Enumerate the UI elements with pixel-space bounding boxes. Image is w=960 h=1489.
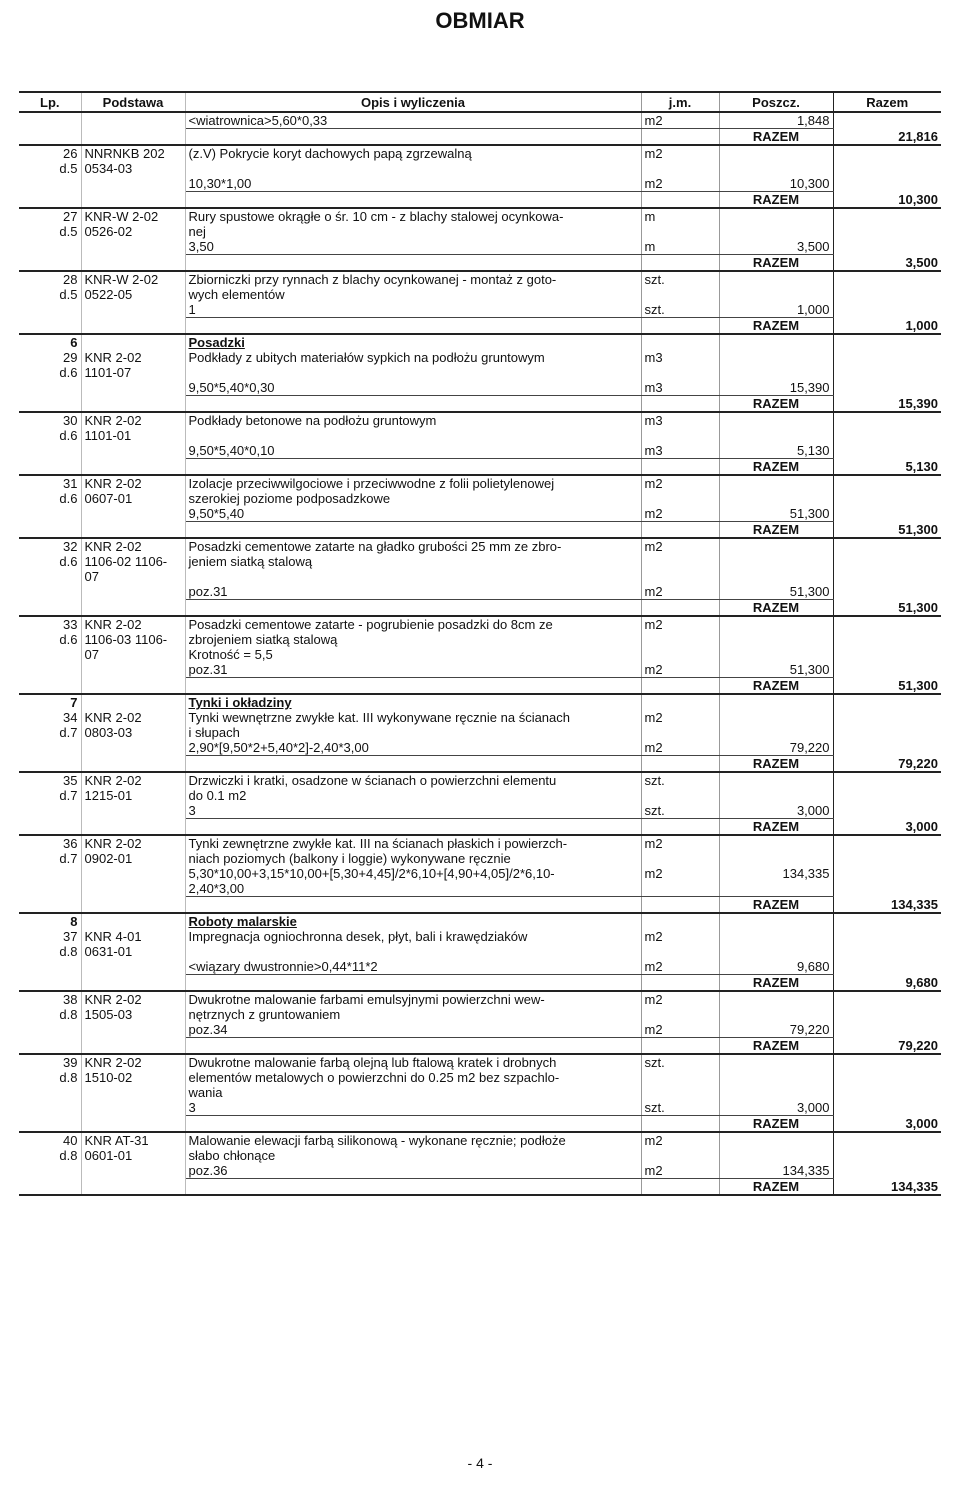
item-basis: 1106-03 1106-: [81, 632, 185, 647]
section-title: Roboty malarskie: [185, 913, 641, 929]
razem-row: [19, 897, 941, 914]
calc-value: 1,848: [719, 112, 833, 129]
item-lp: 32: [19, 538, 81, 554]
item-row-cont: [19, 554, 941, 569]
item-description: [185, 944, 641, 959]
section-number: 8: [19, 913, 81, 929]
razem-row: [19, 756, 941, 773]
razem-row: [19, 678, 941, 695]
calc-unit: m2: [641, 740, 719, 756]
item-basis: KNR 2-02: [81, 991, 185, 1007]
item-row: [19, 616, 941, 632]
razem-label: RAZEM: [719, 255, 833, 272]
item-basis: 0522-05: [81, 287, 185, 302]
item-description: Drzwiczki i kratki, osadzone w ścianach o powierzchni elementu: [185, 772, 641, 788]
item-unit: szt.: [641, 772, 719, 788]
item-basis: KNR AT-31: [81, 1132, 185, 1148]
calc-row: [19, 1100, 941, 1116]
item-row: [19, 929, 941, 944]
calc-unit: m2: [641, 1163, 719, 1179]
calc-row: [19, 239, 941, 255]
razem-row: [19, 1179, 941, 1196]
table-body: [19, 112, 941, 1195]
calc-unit: m2: [641, 584, 719, 600]
item-chapter: d.8: [19, 1007, 81, 1022]
calc-value: 1,000: [719, 302, 833, 318]
item-basis: 1505-03: [81, 1007, 185, 1022]
calc-row: [19, 584, 941, 600]
item-basis: 1106-02 1106-: [81, 554, 185, 569]
item-lp: 28: [19, 271, 81, 287]
calc-value: 51,300: [719, 506, 833, 522]
razem-value: 3,500: [833, 255, 941, 272]
calc-value: 134,335: [719, 1163, 833, 1179]
item-row-cont: [19, 1007, 941, 1022]
razem-label: RAZEM: [719, 975, 833, 992]
calc-unit: m2: [641, 1022, 719, 1038]
item-row: [19, 538, 941, 554]
razem-value: 3,000: [833, 1116, 941, 1133]
calc-text: poz.34: [185, 1022, 641, 1038]
razem-value: 79,220: [833, 756, 941, 773]
razem-row: [19, 255, 941, 272]
item-lp: 33: [19, 616, 81, 632]
section-number: 7: [19, 694, 81, 710]
item-description: wych elementów: [185, 287, 641, 302]
item-unit: m3: [641, 412, 719, 428]
razem-label: RAZEM: [719, 318, 833, 335]
item-description: (z.V) Pokrycie koryt dachowych papą zgrzewalną: [185, 145, 641, 161]
razem-value: 9,680: [833, 975, 941, 992]
section-title: Posadzki: [185, 334, 641, 350]
item-unit: m2: [641, 616, 719, 632]
item-basis: 07: [81, 647, 185, 662]
item-row: [19, 350, 941, 365]
section-row: [19, 334, 941, 350]
item-description: [185, 365, 641, 380]
page-number: - 4 -: [467, 1455, 493, 1471]
item-lp: 40: [19, 1132, 81, 1148]
item-chapter: d.8: [19, 1070, 81, 1085]
calc-value: 51,300: [719, 584, 833, 600]
item-chapter: d.5: [19, 287, 81, 302]
item-lp: 30: [19, 412, 81, 428]
calc-unit: m2: [641, 506, 719, 522]
item-chapter: d.6: [19, 632, 81, 647]
item-lp: 38: [19, 991, 81, 1007]
header-podstawa: Podstawa: [81, 92, 185, 112]
item-basis: KNR 2-02: [81, 412, 185, 428]
calc-unit: m2: [641, 176, 719, 192]
item-description: zbrojeniem siatką stalową: [185, 632, 641, 647]
item-lp: 29: [19, 350, 81, 365]
calc-text: 10,30*1,00: [185, 176, 641, 192]
item-row: [19, 835, 941, 851]
calc-text: <wiązary dwustronnie>0,44*11*2: [185, 959, 641, 975]
obmiar-table: [19, 91, 941, 1196]
calc-row: [19, 959, 941, 975]
item-description: Izolacje przeciwwilgociowe i przeciwwodne z folii polietylenowej: [185, 475, 641, 491]
item-row-cont: [19, 632, 941, 647]
item-row-cont: [19, 491, 941, 506]
item-basis: 0902-01: [81, 851, 185, 866]
item-basis: KNR-W 2-02: [81, 208, 185, 224]
item-basis: 1101-01: [81, 428, 185, 443]
item-unit: m: [641, 208, 719, 224]
calc-row: [19, 803, 941, 819]
calc-text: <wiatrownica>5,60*0,33: [185, 112, 641, 129]
razem-row: [19, 975, 941, 992]
item-row: [19, 1132, 941, 1148]
item-row: [19, 208, 941, 224]
calc-row: [19, 1022, 941, 1038]
item-basis: KNR 2-02: [81, 616, 185, 632]
item-basis: [81, 1085, 185, 1100]
item-description: do 0.1 m2: [185, 788, 641, 803]
calc-unit: szt.: [641, 302, 719, 318]
calc-value: 15,390: [719, 380, 833, 396]
razem-value: 21,816: [833, 129, 941, 146]
item-row: [19, 412, 941, 428]
calc-value: 3,000: [719, 1100, 833, 1116]
calc-unit: m3: [641, 380, 719, 396]
calc-row: [19, 740, 941, 756]
razem-label: RAZEM: [719, 522, 833, 539]
item-chapter: d.6: [19, 554, 81, 569]
item-basis: NNRNKB 202: [81, 145, 185, 161]
item-unit: szt.: [641, 1054, 719, 1070]
section-title: Tynki i okładziny: [185, 694, 641, 710]
calc-row: [19, 112, 941, 129]
item-row-cont: [19, 647, 941, 662]
calc-text: 2,40*3,00: [185, 881, 641, 897]
razem-value: 79,220: [833, 1038, 941, 1055]
item-row-cont: [19, 224, 941, 239]
item-lp: 26: [19, 145, 81, 161]
section-number: 6: [19, 334, 81, 350]
item-description: Impregnacja ogniochronna desek, płyt, bali i krawędziaków: [185, 929, 641, 944]
calc-text: 3,50: [185, 239, 641, 255]
calc-text: 3: [185, 1100, 641, 1116]
item-lp: 35: [19, 772, 81, 788]
item-unit: szt.: [641, 271, 719, 287]
header-lp: Lp.: [19, 92, 81, 112]
item-lp: 31: [19, 475, 81, 491]
item-basis: KNR 2-02: [81, 710, 185, 725]
item-description: wania: [185, 1085, 641, 1100]
razem-value: 51,300: [833, 678, 941, 695]
razem-row: [19, 396, 941, 413]
item-description: Rury spustowe okrągłe o śr. 10 cm - z blachy stalowej ocynkowa-: [185, 208, 641, 224]
item-chapter: d.5: [19, 224, 81, 239]
item-unit: m2: [641, 145, 719, 161]
item-description: [185, 161, 641, 176]
calc-value: 51,300: [719, 662, 833, 678]
razem-label: RAZEM: [719, 819, 833, 836]
calc-unit: m2: [641, 662, 719, 678]
item-row-cont: [19, 1148, 941, 1163]
item-row-cont: [19, 1085, 941, 1100]
page-title: OBMIAR: [435, 8, 525, 33]
header-opis: Opis i wyliczenia: [185, 92, 641, 112]
calc-unit: m3: [641, 443, 719, 459]
item-row: [19, 991, 941, 1007]
item-unit: m2: [641, 835, 719, 851]
item-description: niach poziomych (balkony i loggie) wykonywane ręcznie: [185, 851, 641, 866]
calc-value: 10,300: [719, 176, 833, 192]
item-unit: m2: [641, 710, 719, 725]
razem-row: [19, 1038, 941, 1055]
item-basis: 0534-03: [81, 161, 185, 176]
item-chapter: d.6: [19, 491, 81, 506]
calc-text: 9,50*5,40: [185, 506, 641, 522]
item-basis: KNR 2-02: [81, 350, 185, 365]
item-description: elementów metalowych o powierzchni do 0.25 m2 bez szpachlo-: [185, 1070, 641, 1085]
item-description: Podkłady betonowe na podłożu gruntowym: [185, 412, 641, 428]
item-unit: m2: [641, 475, 719, 491]
item-basis: KNR 2-02: [81, 475, 185, 491]
razem-label: RAZEM: [719, 192, 833, 209]
item-description: Dwukrotne malowanie farbą olejną lub ftalową kratek i drobnych: [185, 1054, 641, 1070]
razem-value: 134,335: [833, 1179, 941, 1196]
razem-value: 3,000: [833, 819, 941, 836]
item-description: Tynki zewnętrzne zwykłe kat. III na ścianach płaskich i powierzch-: [185, 835, 641, 851]
razem-row: [19, 318, 941, 335]
calc-row: [19, 506, 941, 522]
razem-label: RAZEM: [719, 756, 833, 773]
item-description: [185, 569, 641, 584]
item-row: [19, 145, 941, 161]
calc-unit: m2: [641, 866, 719, 881]
item-description: szerokiej poziome podposadzkowe: [185, 491, 641, 506]
razem-row: [19, 819, 941, 836]
calc-value: 9,680: [719, 959, 833, 975]
item-row-cont: [19, 788, 941, 803]
item-basis: KNR 2-02: [81, 772, 185, 788]
item-unit: m2: [641, 929, 719, 944]
item-row-cont: [19, 428, 941, 443]
item-description: słabo chłonące: [185, 1148, 641, 1163]
item-row-cont: [19, 287, 941, 302]
item-basis: KNR 4-01: [81, 929, 185, 944]
item-description: Podkłady z ubitych materiałów sypkich na podłożu gruntowym: [185, 350, 641, 365]
item-description: Tynki wewnętrzne zwykłe kat. III wykonywane ręcznie na ścianach: [185, 710, 641, 725]
calc-text: poz.36: [185, 1163, 641, 1179]
item-description: i słupach: [185, 725, 641, 740]
razem-label: RAZEM: [719, 129, 833, 146]
item-description: Dwukrotne malowanie farbami emulsyjnymi powierzchni wew-: [185, 991, 641, 1007]
calc-value: 3,000: [719, 803, 833, 819]
header-jm: j.m.: [641, 92, 719, 112]
item-description: jeniem siatką stalową: [185, 554, 641, 569]
razem-value: 51,300: [833, 600, 941, 617]
calc-text: 2,90*[9,50*2+5,40*2]-2,40*3,00: [185, 740, 641, 756]
calc-text: 9,50*5,40*0,10: [185, 443, 641, 459]
item-lp: 27: [19, 208, 81, 224]
item-row: [19, 475, 941, 491]
razem-row: [19, 522, 941, 539]
calc-row: [19, 443, 941, 459]
item-basis: KNR-W 2-02: [81, 271, 185, 287]
calc-unit: szt.: [641, 1100, 719, 1116]
item-unit: m2: [641, 538, 719, 554]
item-unit: m2: [641, 1132, 719, 1148]
item-basis: KNR 2-02: [81, 835, 185, 851]
item-row-cont: [19, 725, 941, 740]
item-basis: 1101-07: [81, 365, 185, 380]
calc-value: 3,500: [719, 239, 833, 255]
calc-row: [19, 380, 941, 396]
razem-label: RAZEM: [719, 600, 833, 617]
razem-label: RAZEM: [719, 897, 833, 914]
item-basis: 0607-01: [81, 491, 185, 506]
calc-text: 1: [185, 302, 641, 318]
item-unit: m3: [641, 350, 719, 365]
razem-label: RAZEM: [719, 1038, 833, 1055]
header-razem: Razem: [833, 92, 941, 112]
calc-text: poz.31: [185, 584, 641, 600]
item-chapter: d.8: [19, 1148, 81, 1163]
item-chapter: d.8: [19, 944, 81, 959]
razem-row: [19, 1116, 941, 1133]
item-basis: KNR 2-02: [81, 1054, 185, 1070]
section-row: [19, 913, 941, 929]
calc-text: poz.31: [185, 662, 641, 678]
item-lp: 37: [19, 929, 81, 944]
item-description: Posadzki cementowe zatarte - pogrubienie posadzki do 8cm ze: [185, 616, 641, 632]
calc-text: 5,30*10,00+3,15*10,00+[5,30+4,45]/2*6,10+[4,90+4,05]/2*6,10-: [185, 866, 641, 881]
item-description: Zbiorniczki przy rynnach z blachy ocynkowanej - montaż z goto-: [185, 271, 641, 287]
item-chapter: d.7: [19, 788, 81, 803]
item-description: Malowanie elewacji farbą silikonową - wykonane ręcznie; podłoże: [185, 1132, 641, 1148]
item-basis: 07: [81, 569, 185, 584]
razem-label: RAZEM: [719, 396, 833, 413]
item-row: [19, 1054, 941, 1070]
razem-row: [19, 600, 941, 617]
item-description: Krotność = 5,5: [185, 647, 641, 662]
item-basis: 0631-01: [81, 944, 185, 959]
item-description: Posadzki cementowe zatarte na gładko grubości 25 mm ze zbro-: [185, 538, 641, 554]
razem-row: [19, 192, 941, 209]
calc-row-cont: [19, 881, 941, 897]
razem-value: 134,335: [833, 897, 941, 914]
item-row: [19, 271, 941, 287]
item-description: [185, 428, 641, 443]
item-basis: 0526-02: [81, 224, 185, 239]
calc-unit: szt.: [641, 803, 719, 819]
calc-row: [19, 302, 941, 318]
item-basis: 1510-02: [81, 1070, 185, 1085]
calc-value: 134,335: [719, 866, 833, 881]
item-row-cont: [19, 851, 941, 866]
item-unit: m2: [641, 991, 719, 1007]
item-row-cont: [19, 569, 941, 584]
section-row: [19, 694, 941, 710]
calc-text: 9,50*5,40*0,30: [185, 380, 641, 396]
calc-row: [19, 866, 941, 881]
calc-row: [19, 1163, 941, 1179]
razem-value: 51,300: [833, 522, 941, 539]
table-header: [19, 92, 941, 112]
item-basis: 0803-03: [81, 725, 185, 740]
razem-value: 10,300: [833, 192, 941, 209]
item-chapter: d.7: [19, 851, 81, 866]
item-chapter: d.6: [19, 428, 81, 443]
razem-label: RAZEM: [719, 459, 833, 476]
item-row: [19, 772, 941, 788]
calc-row: [19, 176, 941, 192]
calc-unit: m2: [641, 959, 719, 975]
item-chapter: d.7: [19, 725, 81, 740]
item-row-cont: [19, 1070, 941, 1085]
header-poszcz: Poszcz.: [719, 92, 833, 112]
razem-row: [19, 129, 941, 146]
item-lp: 36: [19, 835, 81, 851]
item-row: [19, 710, 941, 725]
calc-text: 3: [185, 803, 641, 819]
item-row-cont: [19, 161, 941, 176]
calc-unit: m2: [641, 112, 719, 129]
razem-value: 5,130: [833, 459, 941, 476]
razem-label: RAZEM: [719, 678, 833, 695]
razem-row: [19, 459, 941, 476]
item-basis: 1215-01: [81, 788, 185, 803]
calc-value: 79,220: [719, 1022, 833, 1038]
item-lp: 34: [19, 710, 81, 725]
razem-label: RAZEM: [719, 1179, 833, 1196]
item-row-cont: [19, 944, 941, 959]
item-basis: 0601-01: [81, 1148, 185, 1163]
item-basis: KNR 2-02: [81, 538, 185, 554]
calc-row: [19, 662, 941, 678]
razem-value: 15,390: [833, 396, 941, 413]
item-description: nętrznych z gruntowaniem: [185, 1007, 641, 1022]
razem-label: RAZEM: [719, 1116, 833, 1133]
calc-value: 79,220: [719, 740, 833, 756]
item-description: nej: [185, 224, 641, 239]
razem-value: 1,000: [833, 318, 941, 335]
item-row-cont: [19, 365, 941, 380]
item-lp: 39: [19, 1054, 81, 1070]
calc-unit: m: [641, 239, 719, 255]
item-chapter: d.5: [19, 161, 81, 176]
calc-value: 5,130: [719, 443, 833, 459]
item-chapter: d.6: [19, 365, 81, 380]
